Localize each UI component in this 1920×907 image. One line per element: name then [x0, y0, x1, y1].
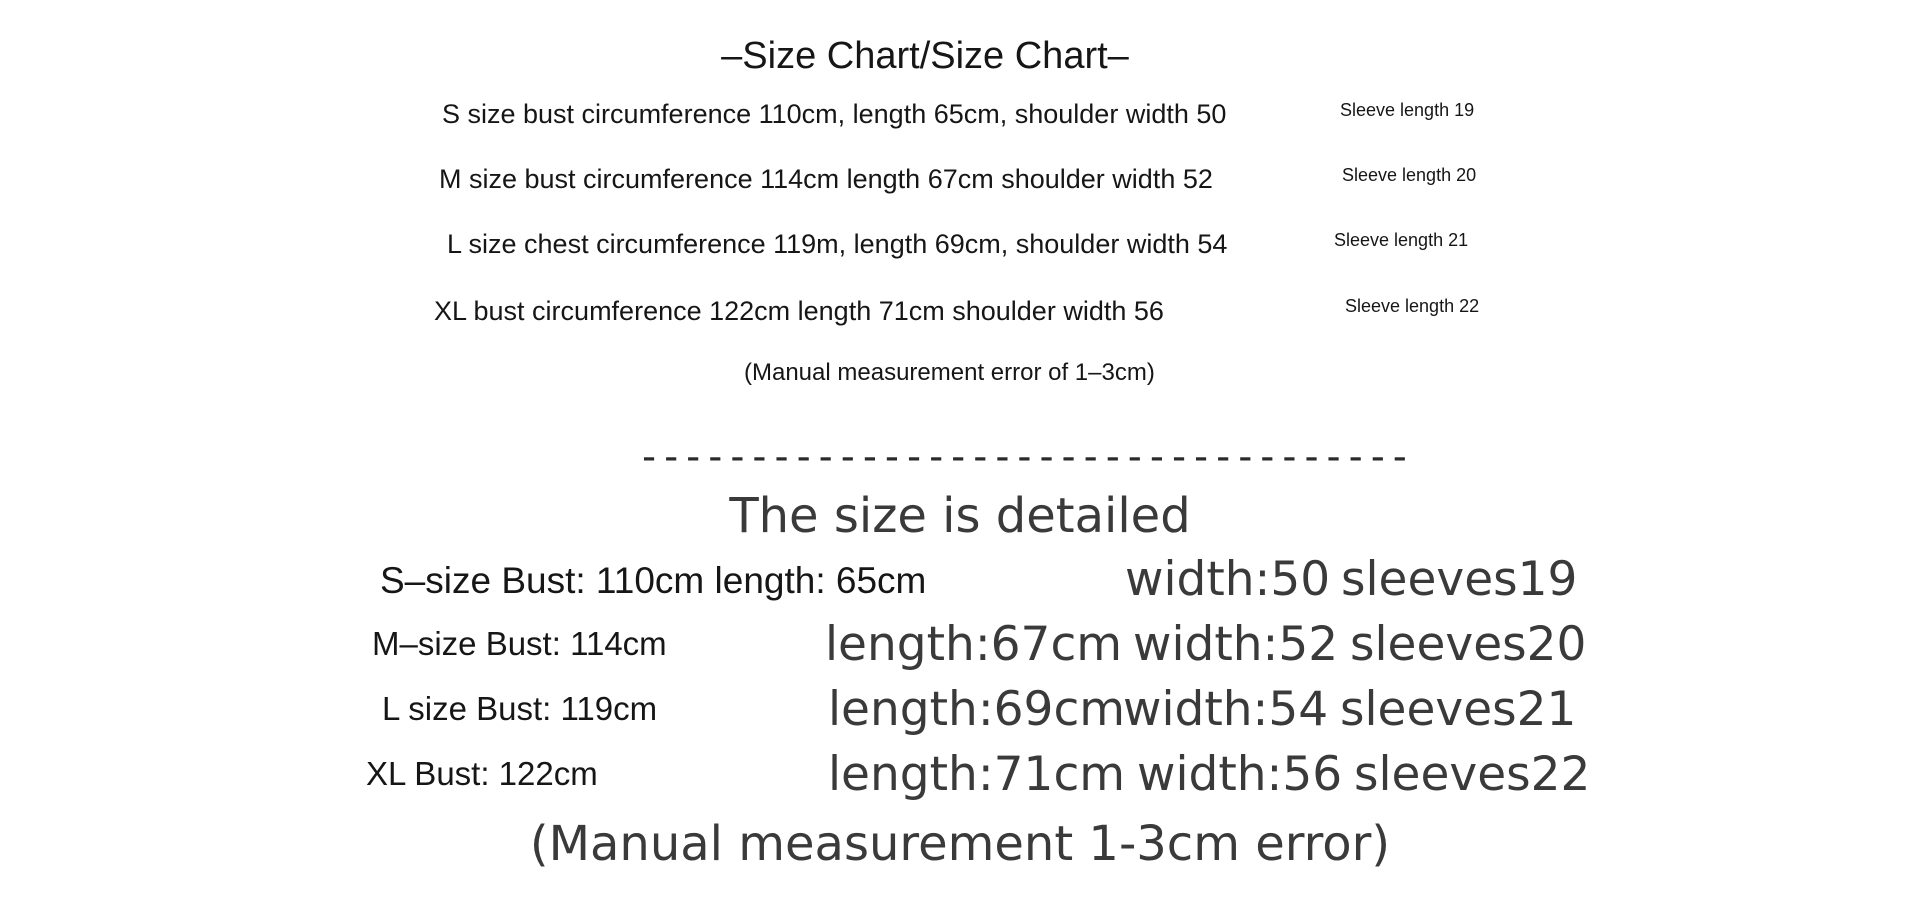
size-row-m-text: M size bust circumference 114cm length 67cm shoulder width 52: [439, 164, 1213, 194]
detail-row-l-bust: L size Bust: 119cm: [382, 690, 658, 727]
detail-row-m-length: length:67cm: [825, 617, 1123, 672]
detail-row-s-width: width:50: [1125, 552, 1331, 607]
detail-row-xl-sleeves: sleeves22: [1354, 747, 1591, 802]
detail-row-m-width: width:52: [1133, 617, 1339, 672]
size-row-l-sleeve: Sleeve length 21: [1334, 230, 1469, 250]
detail-row-xl-width: width:56: [1137, 747, 1343, 802]
detail-row-l-length: length:69cm: [828, 682, 1126, 737]
size-detail-title: The size is detailed: [729, 488, 1191, 544]
size-chart-title: –Size Chart/Size Chart–: [721, 35, 1129, 77]
detail-row-s-bust: S–size Bust: 110cm length: 65cm: [380, 560, 927, 601]
detail-row-xl-length: length:71cm: [828, 747, 1126, 802]
size-row-xl-text: XL bust circumference 122cm length 71cm shoulder width 56: [434, 296, 1164, 326]
size-row-s-sleeve: Sleeve length 19: [1340, 100, 1475, 120]
measurement-note-top: (Manual measurement error of 1–3cm): [744, 359, 1155, 386]
section-divider: -----------------------------------: [637, 434, 1410, 480]
measurement-note-bottom: (Manual measurement 1-3cm error): [529, 816, 1391, 872]
size-row-xl-sleeve: Sleeve length 22: [1345, 296, 1480, 316]
detail-row-s-sleeves: sleeves19: [1341, 552, 1578, 607]
detail-row-m-sleeves: sleeves20: [1350, 617, 1587, 672]
detail-row-xl-bust: XL Bust: 122cm: [366, 755, 598, 792]
size-row-m-sleeve: Sleeve length 20: [1342, 165, 1477, 185]
detail-row-m-bust: M–size Bust: 114cm: [372, 625, 667, 662]
detail-row-l-width: width:54: [1123, 682, 1329, 737]
size-row-l-text: L size chest circumference 119m, length 69cm, shoulder width 54: [447, 229, 1228, 259]
size-row-s-text: S size bust circumference 110cm, length 65cm, shoulder width 50: [442, 99, 1227, 129]
detail-row-l-sleeves: sleeves21: [1340, 682, 1577, 737]
